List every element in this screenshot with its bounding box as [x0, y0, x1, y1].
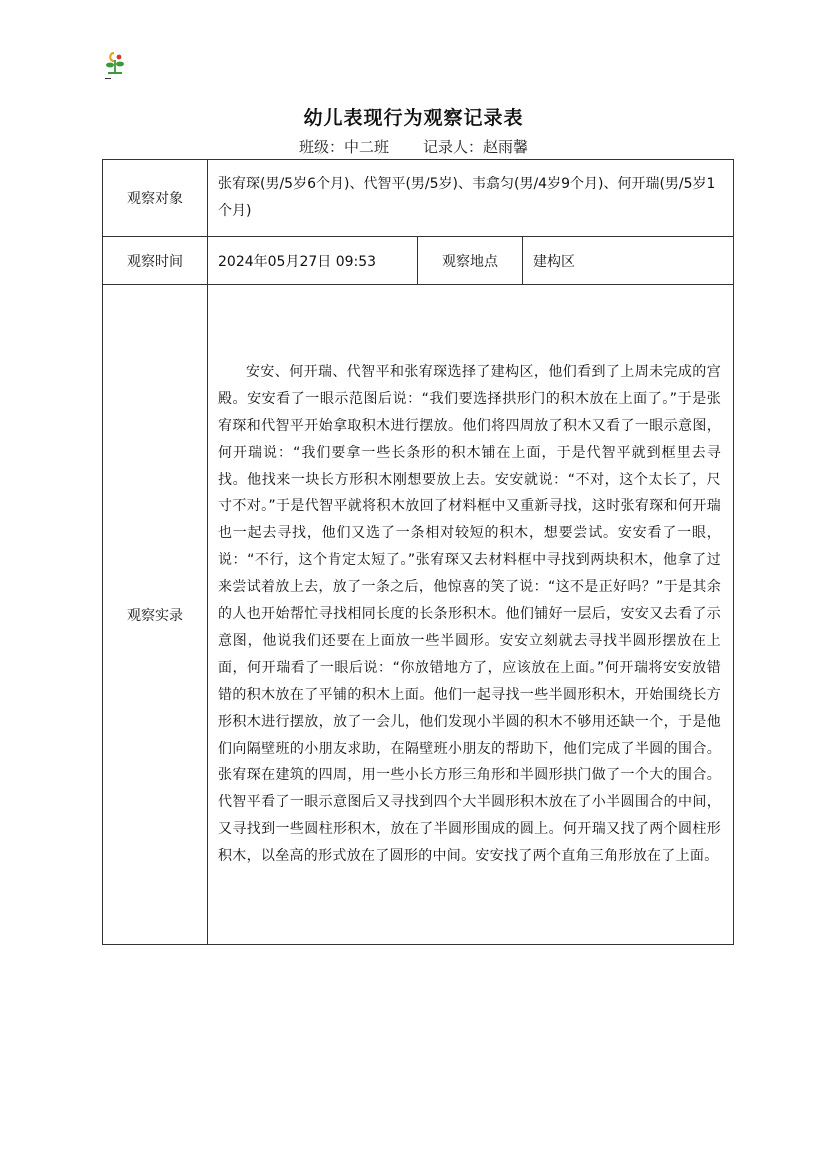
subjects-row — [103, 160, 734, 237]
subjects-value: 张宥琛(男/5岁6个月)、代智平(男/5岁)、韦翕匀(男/4岁9个月)、何开瑞(男/5岁1个月) — [208, 160, 734, 237]
school-logo-icon — [103, 50, 127, 80]
time-value: 2024年05月27日 09:53 — [208, 237, 418, 285]
class-label: 班级：中二班 — [298, 138, 389, 156]
record-text: 安安、何开瑞、代智平和张宥琛选择了建构区，他们看到了上周未完成的宫殿。安安看了一眼示范图后说：“我们要选择拱形门的积木放在上面了。”于是张宥琛和代智平开始拿取积木进行摆放。他们将四周放了积木又看了一眼示意图，何开瑞说：“我们要拿一些长条形的积木铺在上面，于是代智平就到框里去寻找。他找来一块长方形积木刚想要放上去。安安就说：“不对，这个太长了，尺寸不对。”于是代智平就将积木放回了材料框中又重新寻找，这时张宥琛和何开瑞也一起去寻找，他们又选了一条相对较短的积木，想要尝试。安安看了一眼，说：“不行，这个肯定太短了。”张宥琛又去材料框中寻找到两块积木，他拿了过来尝试着放上去，放了一条之后，他惊喜的笑了说：“这不是正好吗？”于是其余的人也开始帮忙寻找相同长度的长条形积木。他们铺好一层后，安安又去看了示意图，他说我们还要在上面放一些半圆形。安安立刻就去寻找半圆形摆放在上面，何开瑞看了一眼后说：“你放错地方了，应该放在上面。”何开瑞将安安放错错的积木放在了平铺的积木上面。他们一起寻找一些半圆形积木，开始围绕长方形积木进行摆放，放了一会儿，他们发现小半圆的积木不够用还缺一个，于是他们向隔壁班的小朋友求助，在隔壁班小朋友的帮助下，他们完成了半圆的围合。张宥琛在建筑的四周，用一些小长方形三角形和半圆形拱门做了一个大的围合。代智平看了一眼示意图后又寻找到四个大半圆形积木放在了小半圆围合的中间，又寻找到一些圆柱形积木，放在了半圆形围成的圆上。何开瑞又找了两个圆柱形积木，以垒高的形式放在了圆形的中间。安安找了两个直角三角形放在了上面。 — [208, 285, 734, 945]
page-title: 幼儿表现行为观察记录表 — [303, 107, 524, 129]
record-meta — [0, 136, 827, 157]
location-label: 观察地点 — [418, 237, 523, 285]
subjects-label: 观察对象 — [103, 160, 208, 237]
observation-table — [102, 159, 734, 945]
time-label: 观察时间 — [103, 237, 208, 285]
record-row — [103, 285, 734, 945]
location-value: 建构区 — [523, 237, 734, 285]
time-location-row — [103, 237, 734, 285]
record-label: 观察实录 — [103, 285, 208, 945]
recorder-label: 记录人：赵雨馨 — [423, 138, 529, 156]
